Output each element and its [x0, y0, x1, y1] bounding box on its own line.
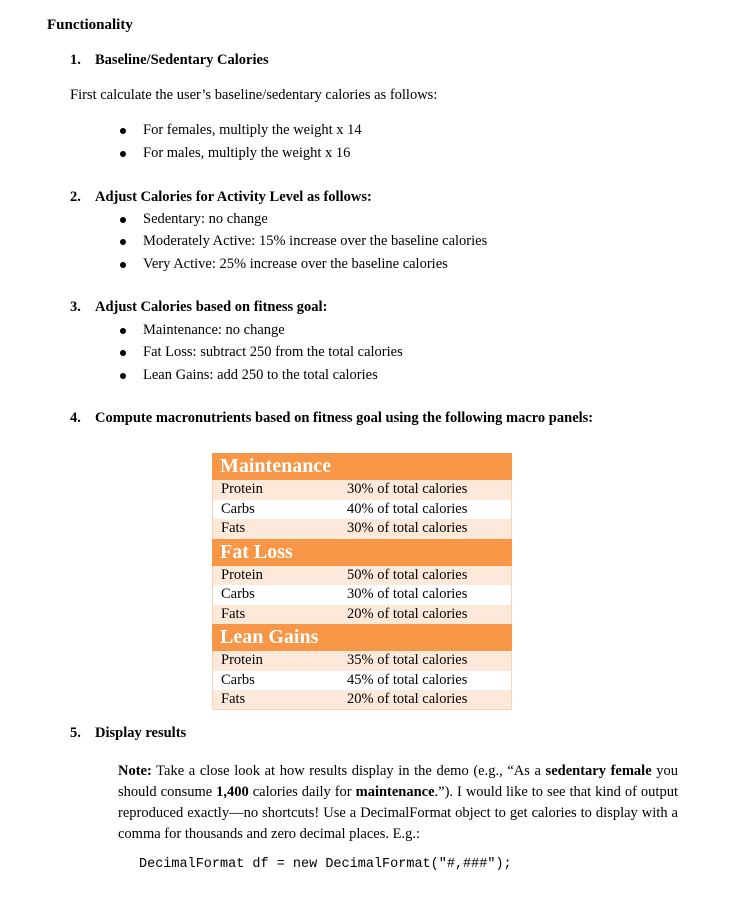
note-text: you should consume — [118, 763, 679, 800]
section-3-bullet: Maintenance: no change — [143, 322, 285, 338]
note-text: .”). I would like to see that kind of output reproduced exactly—no shortcuts! Use a DecimalFormat object to get calories to display with a comma for thousands and zero decimal places. E.g.: — [118, 784, 678, 842]
note-bold: 1,400 — [216, 784, 249, 800]
section-4-number: 4. — [70, 410, 81, 426]
table-row — [212, 671, 512, 691]
bullet-icon — [120, 239, 126, 245]
note-label: Note: — [118, 763, 152, 779]
macro-value: 45% of total calories — [347, 671, 468, 688]
macro-value: 30% of total calories — [347, 586, 468, 603]
table-row — [212, 500, 512, 520]
bullet-icon — [120, 373, 126, 379]
section-1-title: Baseline/Sedentary Calories — [95, 52, 269, 68]
note-text: calories daily for — [248, 784, 356, 800]
macro-name: Fats — [221, 605, 246, 622]
section-2-bullet: Moderately Active: 15% increase over the baseline calories — [143, 233, 488, 249]
section-3-bullet: Fat Loss: subtract 250 from the total calories — [143, 344, 403, 360]
section-2-title: Adjust Calories for Activity Level as follows: — [95, 189, 372, 205]
section-3-number: 3. — [70, 299, 81, 315]
bullet-icon — [120, 217, 126, 223]
macro-name: Carbs — [221, 500, 255, 517]
section-2-bullet: Sedentary: no change — [143, 211, 268, 227]
section-3-bullet: Lean Gains: add 250 to the total calories — [143, 367, 378, 383]
note-bold: maintenance — [355, 784, 435, 800]
note-paragraph — [118, 761, 678, 845]
bullet-icon — [120, 128, 126, 134]
macro-name: Fats — [221, 690, 246, 707]
macro-value: 30% of total calories — [347, 520, 468, 537]
section-2-bullet: Very Active: 25% increase over the baseline calories — [143, 256, 448, 272]
bullet-icon — [120, 328, 126, 334]
bullet-icon — [120, 151, 126, 157]
macro-name: Fats — [221, 520, 246, 537]
section-1-bullet: For females, multiply the weight x 14 — [143, 122, 362, 138]
note-text: Take a close look at how results display in the demo (e.g., “As a — [151, 763, 546, 779]
table-row — [212, 605, 512, 625]
table-row — [212, 690, 512, 710]
section-5-number: 5. — [70, 725, 81, 741]
table-row — [212, 566, 512, 586]
section-1-intro: First calculate the user’s baseline/sedentary calories as follows: — [70, 87, 438, 103]
macro-name: Protein — [221, 566, 263, 583]
table-row — [212, 480, 512, 500]
macro-name: Carbs — [221, 586, 255, 603]
macro-name: Protein — [221, 652, 263, 669]
panel-header-lean-gains: Lean Gains — [212, 624, 512, 651]
bullet-icon — [120, 350, 126, 356]
code-sample: DecimalFormat df = new DecimalFormat("#,###"); — [139, 857, 512, 872]
section-1-number: 1. — [70, 52, 81, 68]
note-bold: sedentary female — [545, 763, 652, 779]
macro-value: 20% of total calories — [347, 605, 468, 622]
section-4-title: Compute macronutrients based on fitness goal using the following macro panels: — [95, 410, 594, 426]
section-3-title: Adjust Calories based on fitness goal: — [95, 299, 328, 315]
macro-name: Carbs — [221, 671, 255, 688]
macro-value: 50% of total calories — [347, 566, 468, 583]
macro-value: 20% of total calories — [347, 690, 468, 707]
table-row — [212, 651, 512, 671]
page-title: Functionality — [47, 17, 133, 33]
section-1-bullet: For males, multiply the weight x 16 — [143, 145, 351, 161]
table-row — [212, 519, 512, 539]
table-row — [212, 585, 512, 605]
macro-value: 30% of total calories — [347, 481, 468, 498]
panel-header-maintenance: Maintenance — [212, 453, 512, 480]
bullet-icon — [120, 262, 126, 268]
section-2-number: 2. — [70, 189, 81, 205]
section-5-title: Display results — [95, 725, 187, 741]
macro-panels-table — [212, 453, 512, 710]
panel-header-fat-loss: Fat Loss — [212, 539, 512, 566]
macro-value: 40% of total calories — [347, 500, 468, 517]
macro-name: Protein — [221, 481, 263, 498]
macro-value: 35% of total calories — [347, 652, 468, 669]
